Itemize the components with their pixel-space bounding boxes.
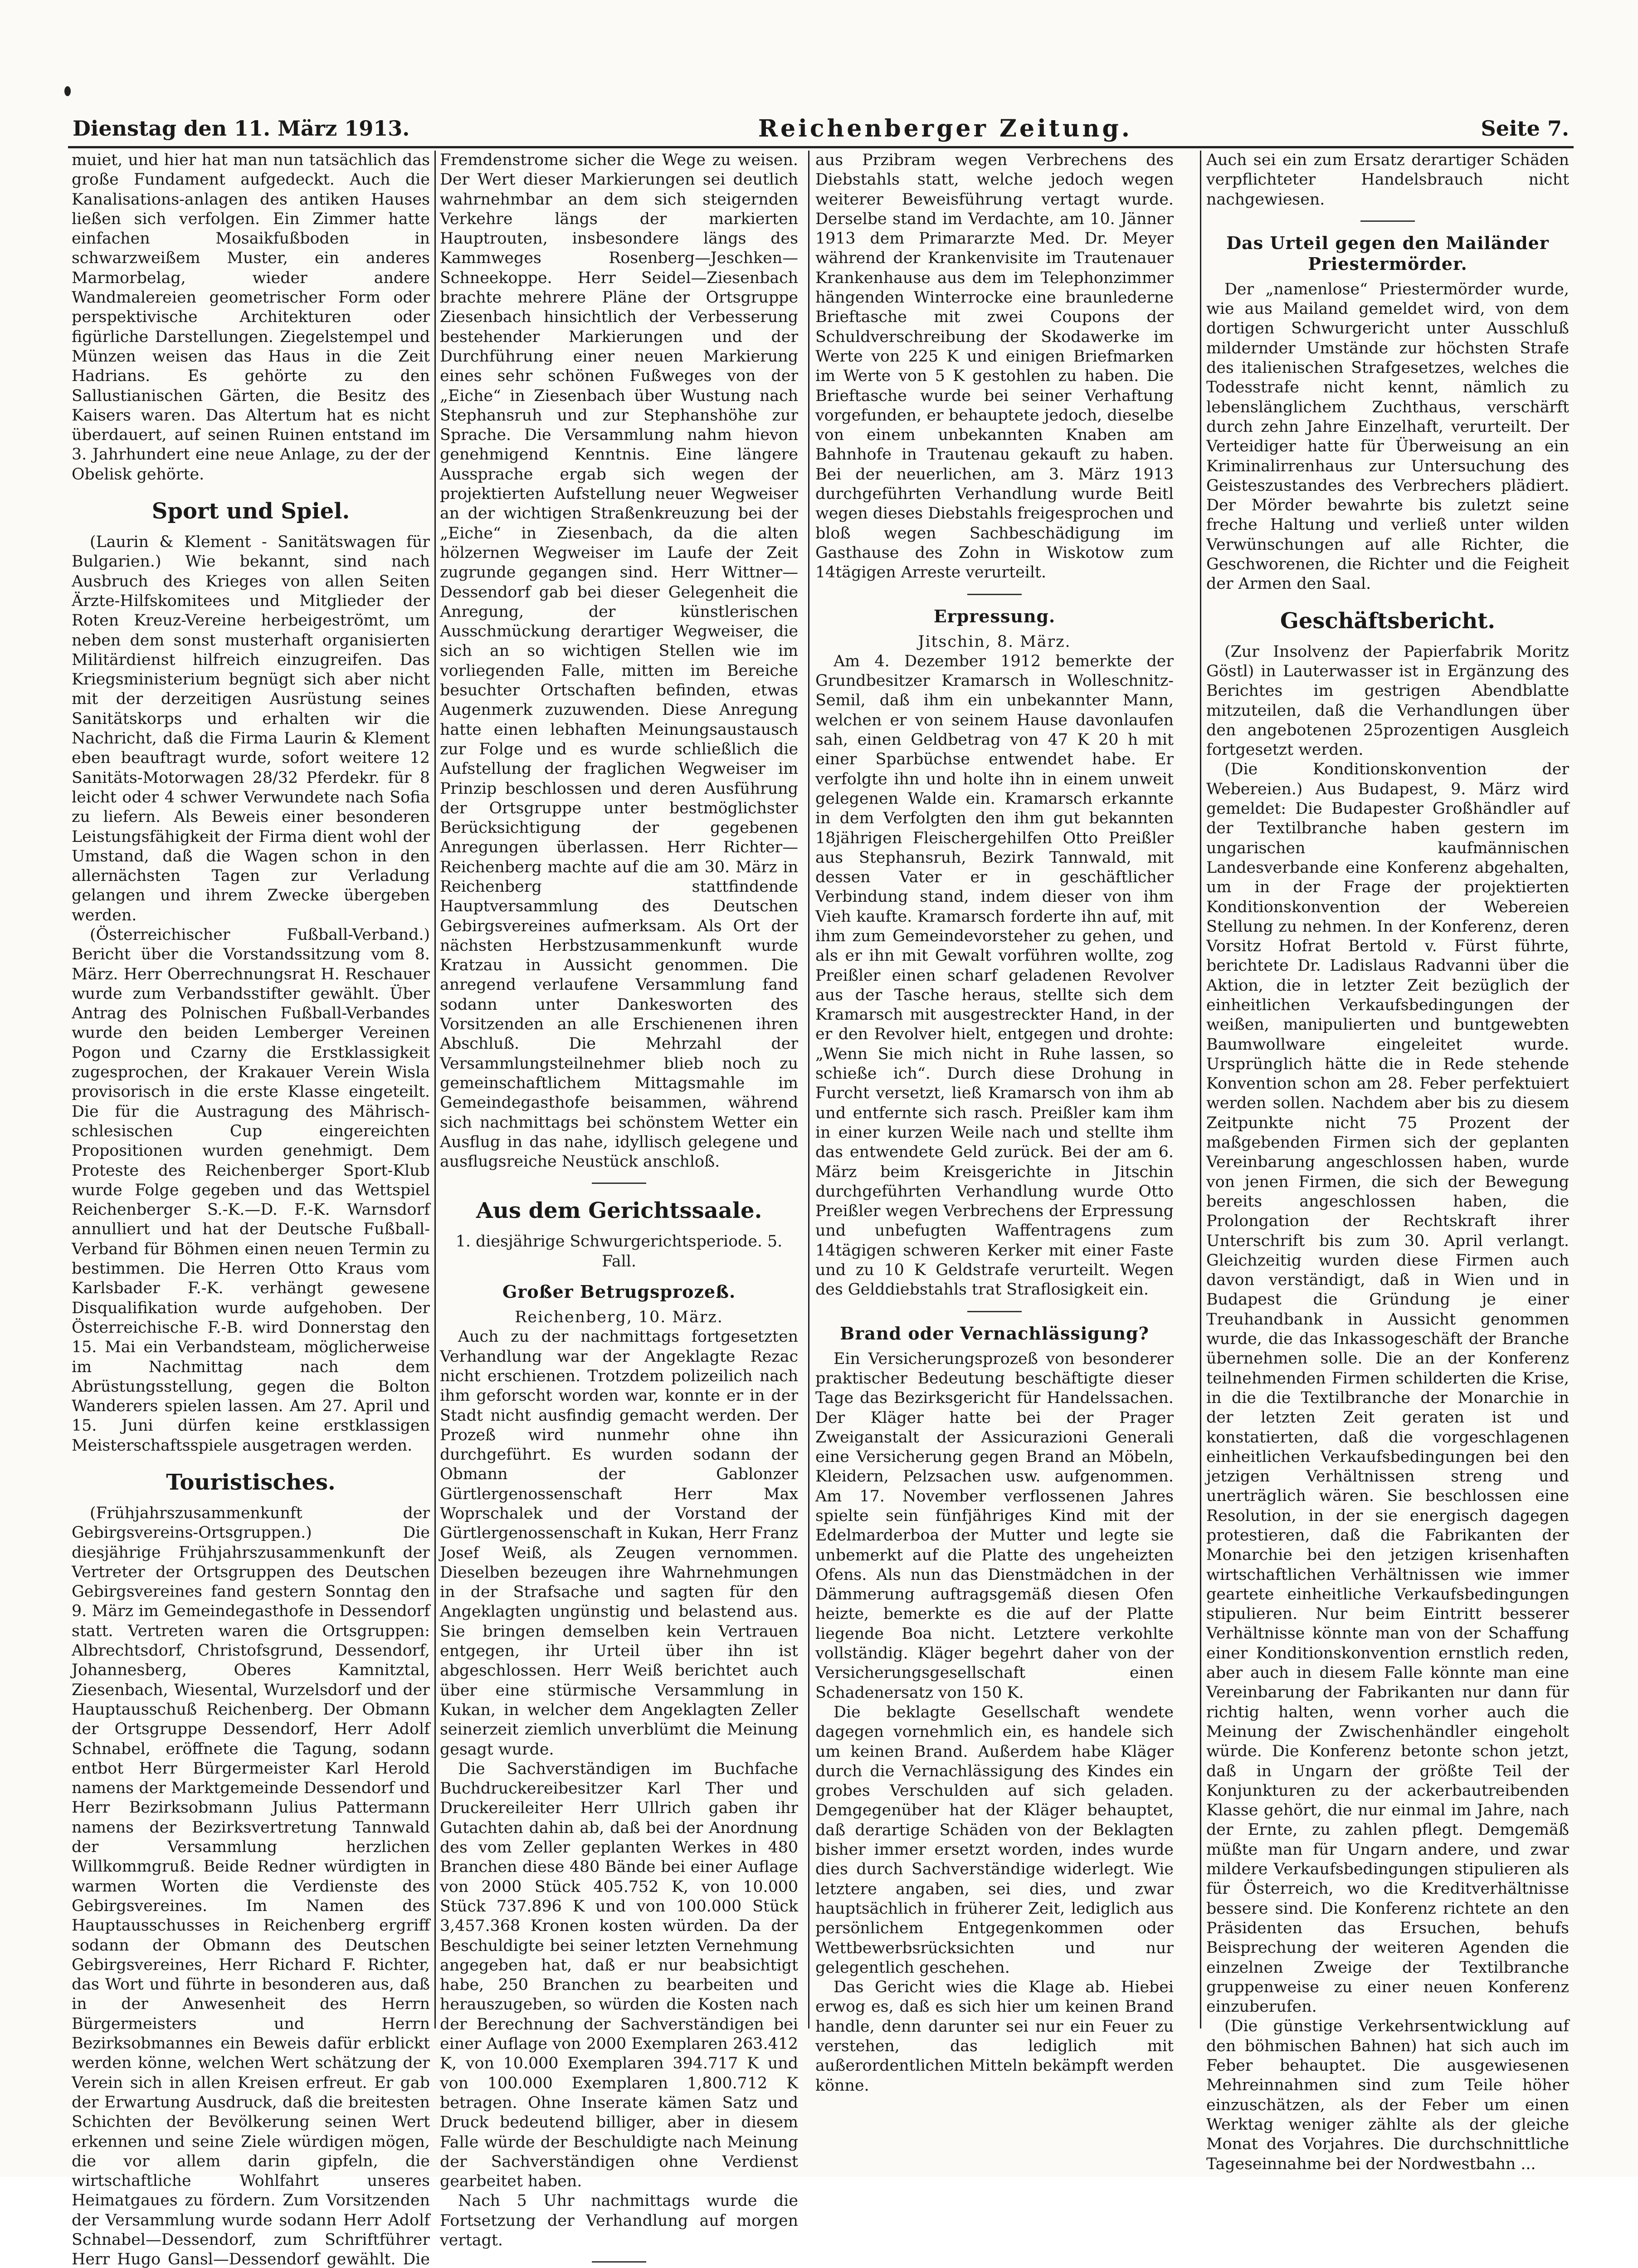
article-heading: Großer Betrugsprozeß. bbox=[502, 1281, 736, 1302]
article-text: Das Gericht wies die Klage ab. Hiebei erwog es, daß es sich hier um keinen Brand handle, denn darunter sei nur ein Feuer zu verstehen, das lediglich mit außerordentlichen Mitteln bekämpft werden könne. bbox=[815, 1978, 1174, 2095]
column-4 bbox=[1206, 151, 1569, 2174]
article-text: Am 4. Dezember 1912 bemerkte der Grundbesitzer Kramarsch in Wolleschnitz-Semil, daß ihm ein unbekannter Mann, welchen er von seinem Hause davonlaufen sah, einen Geldbetrag von 47 K 20 h mit einer Sparbüchse entwendet habe. Er verfolgte ihn und holte ihn in einem unweit gelegenen Walde ein. Kramarsch erkannte in dem Verfolgten den ihm gut bekannten 18jährigen Fleischergehilfen Otto Preißler aus Stephansruh, Bezirk Tannwald, mit dessen Vater er in geschäftlicher Verbindung stand, indem dieser von ihm Vieh kaufte. Kramarsch forderte ihn auf, mit ihm zum Gemeindevorsteher zu gehen, und als er ihn mit Gewalt vorführen wollte, zog Preißler einen scharf geladenen Revolver aus der Tasche heraus, stellte sich dem Kramarsch mit ausgestreckter Hand, in der er den Revolver hielt, entgegen und drohte: „Wenn Sie mich nicht in Ruhe lassen, so schieße ich“. Durch diese Drohung in Furcht versetzt, ließ Kramarsch von ihm ab und entfernte sich rasch. Preißler kam ihm in einer kurzen Weile nach und stellte ihm das entwendete Geld zurück. Bei der am 6. März beim Kreisgerichte in Jitschin durchgeführten Verhandlung wurde Otto Preißler wegen Verbrechens der Erpressung und unbefugten Waffentragens zum 14tägigen schweren Kerker mit einer Faste und zu 10 K Geldstrafe verurteilt. Wegen des Gelddiebstahls trat Straflosigkeit ein. bbox=[815, 652, 1174, 1299]
article-text: Die Sachverständigen im Buchfache Buchdruckereibesitzer Karl Ther und Druckereileiter Herr Ullrich gaben ihr Gutachten dahin ab, daß bei der Anordnung des vom Zeller geplanten Werkes in 480 Branchen diese 480 Bände bei einer Auflage von 2000 Stück 405.752 K, von 10.000 Stück 737.896 K und von 100.000 Stück 3,457.368 Kronen kosten würden. Da der Beschuldigte bei seiner letzten Vernehmung angegeben hat, daß er nur beabsichtigt habe, 250 Branchen zu bearbeiten und herauszugeben, so würden die Kosten nach der Berechnung der Sachverständigen bei einer Auflage von 2000 Exemplaren 263.412 K, von 10.000 Exemplaren 394.717 K und von 100.000 Exemplaren 1,800.712 K betragen. Ohne Inserate kämen Satz und Druck bedeutend billiger, aber in diesem Falle würde der Beschuldigte nach Meinung der Sachverständigen ohne Verdienst gearbeitet haben. bbox=[440, 1760, 798, 2191]
column-rule-2 bbox=[808, 151, 809, 2028]
section-heading-touristisches: Touristisches. bbox=[166, 1470, 336, 1495]
section-heading-sport: Sport und Spiel. bbox=[151, 499, 350, 524]
article-text: (Die Konditionskonvention der Webereien.) Aus Budapest, 9. März wird gemeldet: Die Budapester Großhändler auf der Textilbranche haben gestern im ungarischen kaufmännischen Landesverbande eine Konferenz abgehalten, um in der Frage der projektierten Konditionskonvention der Webereien Stellung zu nehmen. In der Konferenz, deren Vorsitz Hofrat Bertold v. Fürst führte, berichtete Dr. Ladislaus Radvanni über die Aktion, die in letzter Zeit bezüglich der einheitlichen Verkaufsbedingungen der weißen, manipulierten und buntgewebten Baumwollware eingeleitet wurde. Ursprünglich hätte die in Rede stehende Konvention schon am 28. Feber perfektuiert werden sollen. Nachdem aber bis zu diesem Zeitpunkte nicht 75 Prozent der maßgebenden Firmen sich der geplanten Vereinbarung angeschlossen haben, wurde von jenen Firmen, die sich der Bewegung bereits angeschlossen haben, die Prolongation der Rechtskraft ihrer Unterschrift bis zum 30. April verlangt. Gleichzeitig wurden diese Firmen auch davon verständigt, daß in Wien und in Budapest die Gründung je einer Treuhandbank in Aussicht genommen wurde, die das Inkassogeschäft der Branche übernehmen solle. Die an der Konferenz teilnehmenden Firmen schilderten die Krise, in die die Textilbranche der Monarchie in der letzten Zeit geraten ist und konstatierten, daß die vorgeschlagenen einheitlichen Verkaufsbedingungen bei den jetzigen Verhältnissen streng und unerträglich wären. Sie beschlossen eine Resolution, in der sie energisch dagegen protestieren, daß die Fabrikanten der Monarchie bei den jetzigen krisenhaften wirtschaftlichen Verhältnissen wie immer geartete einheitliche Verkaufsbedingungen stipulieren. Nur beim Eintritt besserer Verhältnisse könnte man von der Schaffung einer Konditionskonvention ernstlich reden, aber auch in diesem Falle könnte man eine Vereinbarung der Fabrikanten nur dann für richtig halten, wenn vorher auch die Meinung der Zwischenhändler eingeholt würde. Die Konferenz betonte schon jetzt, daß in Ungarn der größte Teil der Konjunkturen zu der ackerbautreibenden Klasse gehört, die nur einmal im Jahre, nach der Ernte, zu zahlen pflegt. Demgemäß müßte man für Ungarn andere, und zwar mildere Verkaufsbedingungen stipulieren als für Österreich, wo die Kreditverhältnisse bessere sind. Die Konferenz richtete an den Präsidenten das Ersuchen, behufs Beisprechung der weiteren Agenden die einzelnen Zweige der Textilbranche gruppenweise zu einer neuen Konferenz einzuberufen. bbox=[1206, 760, 1569, 2016]
article-text: Auch sei ein zum Ersatz derartiger Schäden verpflichteter Handelsbrauch nicht nachgewiesen. bbox=[1206, 151, 1569, 209]
article-text: Auch zu der nachmittags fortgesetzten Verhandlung war der Angeklagte Rezac nicht erschienen. Trotzdem polizeilich nach ihm geforscht worden war, konnte er in der Stadt nicht ausfindig gemacht werden. Der Prozeß wird nunmehr ohne ihn durchgeführt. Es wurden sodann der Obmann der Gablonzer Gürtlergenossenschaft Herr Max Woprschalek und der Vorstand der Gürtlergenossenschaft in Kukan, Herr Franz Josef Weiß, als Zeugen vernommen. Dieselben bezeugen ihre Wahrnehmungen in der Strafsache und sagten für den Angeklagten ungünstig und belastend aus. Sie bringen demselben kein Vertrauen entgegen, ihr Urteil über ihn ist abgeschlossen. Herr Weiß berichtet auch über eine stürmische Versammlung in Kukan, in welcher dem Angeklagten Zeller seinerzeit ziemlich unverblümt die Meinung gesagt wurde. bbox=[440, 1328, 798, 1759]
dateline: Jitschin, 8. März. bbox=[918, 632, 1071, 651]
article-text: Der „namenlose“ Priestermörder wurde, wie aus Mailand gemeldet wird, von dem dortigen Schwurgericht unter Ausschluß mildernder Umstände zur höchsten Strafe des italienischen Strafgesetzes, welches die Todesstrafe nicht kennt, nämlich zu lebenslänglichem Zuchthaus, verschärft durch zehn Jahre Einzelhaft, verurteilt. Der Verteidiger hatte für Überweisung an ein Kriminalirrenhaus zur Untersuchung des Geisteszustandes des Verbrechers plädiert. Der Mörder bewahrte bis zuletzt seine freche Haltung und verließ unter wilden Verwünschungen auf alle Richter, die Geschworenen, die Richter und die Feigheit der Armen den Saal. bbox=[1206, 280, 1569, 593]
dateline: Reichenberg, 10. März. bbox=[515, 1308, 723, 1327]
header-date: Dienstag den 11. März 1913. bbox=[73, 116, 410, 141]
article-text: muiet, und hier hat man nun tatsächlich das große Fundament aufgedeckt. Auch die Kanalisations-anlagen des antiken Hauses ließen sich verfolgen. Ein Zimmer hatte einfachen Mosaikfußboden in schwarzweißem Muster, ein anderes Marmorbelag, wieder andere Wandmalereien geometrischer Form oder perspektivische Architekturen oder figürliche Darstellungen. Ziegelstempel und Münzen weisen das Haus in die Zeit Hadrians. Es gehörte zu den Sallustianischen Gärten, die Besitz des Kaisers waren. Das Altertum hat es nicht überdauert, auf seinen Ruinen entstand im 3. Jahrhundert eine neue Anlage, zu der der Obelisk gehörte. bbox=[72, 151, 430, 484]
column-rule-1 bbox=[434, 151, 436, 2028]
newspaper-title: Reichenberger Zeitung. bbox=[758, 114, 1132, 142]
article-text: Nach 5 Uhr nachmittags wurde die Fortsetzung der Verhandlung auf morgen vertagt. bbox=[440, 2192, 798, 2249]
header-rule bbox=[68, 146, 1574, 148]
column-2 bbox=[440, 151, 798, 2268]
article-text: (Laurin & Klement - Sanitätswagen für Bulgarien.) Wie bekannt, sind nach Ausbruch des Krieges von allen Seiten Ärzte-Hilfskomitees und Mitglieder der Roten Kreuz-Vereine herbeigeströmt, um neben dem sonst musterhaft organisierten Militärdienst hilfreich einzugreifen. Das Kriegsministerium begnügt sich aber nicht mit der derzeitigen Ausrüstung seines Sanitätskorps und erhalten wir die Nachricht, daß die Firma Laurin & Klement eben beauftragt wurde, sofort weitere 12 Sanitäts-Motorwagen 28/32 Pferdekr. für 8 leicht oder 4 schwer Verwundete nach Sofia zu liefern. Als Beweis einer besonderen Leistungsfähigkeit der Firma dient wohl der Umstand, daß die Wagen schon in den allernächsten Tagen zur Verladung gelangen und ihrem Zwecke übergeben werden. bbox=[72, 533, 430, 924]
separator bbox=[592, 2261, 646, 2263]
article-heading: Erpressung. bbox=[933, 606, 1056, 626]
page-number: Seite 7. bbox=[1481, 116, 1569, 141]
article-text: aus Przibram wegen Verbrechens des Diebstahls statt, welche jedoch wegen weiterer Beweisführung vertagt wurde. Derselbe stand im Verdachte, am 10. Jänner 1913 dem Primararzte Med. Dr. Meyer während der Krankenvisite im Trautenauer Krankenhause aus dem im Telephonzimmer hängenden Winterrocke eine braunlederne Brieftasche mit zwei Coupons der Schuldverschreibung der Skodawerke im Werte von 225 K und einigen Briefmarken im Werte von 5 K gestohlen zu haben. Die Brieftasche wurde bei seiner Verhaftung vorgefunden, er behauptete jedoch, dieselbe von einem unbekannten Knaben am Bahnhofe in Trautenau gekauft zu haben. Bei der neuerlichen, am 3. März 1913 durchgeführten Verhandlung wurde Beitl wegen dieses Diebstahls freigesprochen und bloß wegen Sachbeschädigung im Gasthause des Zohn in Wiskotow zum 14tägigen Arreste verurteilt. bbox=[815, 151, 1174, 582]
section-heading-geschaeftsbericht: Geschäftsbericht. bbox=[1280, 608, 1496, 634]
separator bbox=[967, 594, 1022, 595]
article-heading: Brand oder Vernachlässigung? bbox=[840, 1323, 1149, 1344]
article-text: (Österreichischer Fußball-Verband.) Bericht über die Vorstandssitzung vom 8. März. Herr Oberrechnungsrat H. Reschauer wurde zum Verbandsstifter gewählt. Über Antrag des Polnischen Fußball-Verbandes wurde den beiden Lemberger Vereinen Pogon und Czarny die Erstklassigkeit zugesprochen, der Krakauer Verein Wisla provisorisch in die erste Klasse eingeteilt. Die für die Austragung des Mährisch-schlesischen Cup eingereichten Propositionen wurden genehmigt. Dem Proteste des Reichenberger Sport-Klub wurde Folge gegeben und das Wettspiel Reichenberger S.-K.—D. F.-K. Warnsdorf annulliert und hat der Deutsche Fußball-Verband für Böhmen einen neuen Termin zu bestimmen. Die Herren Otto Kraus vom Karlsbader F.-K. verhängt gewesene Disqualifikation wurde aufgehoben. Der Österreichische F.-B. wird Donnerstag den 15. Mai ein Verbandsteam, möglicherweise im Nachmittag nach dem Abrüstungsstellung, gegen die Bolton Wanderers spielen lassen. Am 27. April und 15. Juni dürfen keine erstklassigen Meisterschaftsspiele ausgetragen werden. bbox=[72, 925, 430, 1455]
article-text: (Zur Insolvenz der Papierfabrik Moritz Göstl) in Lauterwasser ist in Ergänzung des Berichtes im gestrigen Abendblatte mitzuteilen, daß die Verhandlungen über den angebotenen 25prozentigen Ausgleich fortgesetzt werden. bbox=[1206, 642, 1569, 759]
column-3 bbox=[815, 151, 1174, 2096]
separator bbox=[1360, 220, 1415, 222]
page-header bbox=[73, 112, 1569, 144]
column-rule-3 bbox=[1200, 151, 1201, 2028]
article-text: Ein Versicherungsprozeß von besonderer praktischer Bedeutung beschäftigte dieser Tage das Bezirksgericht für Handelssachen. Der Kläger hatte bei der Prager Zweiganstalt der Assicurazioni Generali eine Versicherung gegen Brand an Möbeln, Kleidern, Pelzsachen usw. aufgenommen. Am 17. November verflossenen Jahres spielte sein fünfjähriges Kind mit der Edelmarderboa der Mutter und legte sie unbemerkt auf die Platte des ungeheizten Ofens. Als nun das Dienstmädchen in der Dämmerung auftragsgemäß diesen Ofen heizte, bemerkte es die auf der Platte liegende Boa nicht. Letztere verkohlte vollständig. Kläger begehrt daher von der Versicherungsgesellschaft einen Schadenersatz von 150 K. bbox=[815, 1349, 1174, 1702]
subheading: 1. diesjährige Schwurgerichtsperiode. 5. Fall. bbox=[455, 1232, 783, 1271]
article-text: (Die günstige Verkehrsentwicklung auf den böhmischen Bahnen) hat sich auch im Feber behauptet. Die ausgewiesenen Mehreinnahmen sind zum Teile höher einzuschätzen, als der Feber um einen Werktag weniger zählte als der gleiche Monat des Vorjahres. Die durchschnittliche Tageseinnahme bei der Nordwestbahn ... bbox=[1206, 2017, 1569, 2173]
article-heading: Das Urteil gegen den Mailänder Priestermörder. bbox=[1226, 232, 1549, 274]
article-text: Fremdenstrome sicher die Wege zu weisen. Der Wert dieser Markierungen sei deutlich wahrnehmbar an dem sich steigernden Verkehre längs der markierten Hauptrouten, insbesondere längs des Kammweges Rosenberg—Jeschken—Schneekoppe. Herr Seidel—Ziesenbach brachte mehrere Pläne der Ortsgruppe Ziesenbach hinsichtlich der Verbesserung bestehender Markierungen und der Durchführung einer neuen Markierung eines sehr schönen Fußweges von der „Eiche“ in Ziesenbach über Wustung nach Stephansruh und zur Stephanshöhe zur Sprache. Die Versammlung nahm hievon genehmigend Kenntnis. Eine längere Aussprache ergab sich wegen der projektierten Aufstellung neuer Wegweiser an der wichtigen Straßenkreuzung bei der „Eiche“ in Ziesenbach, da die alten hölzernen Wegweiser im Laufe der Zeit zugrunde gegangen sind. Herr Wittner—Dessendorf gab bei dieser Gelegenheit die Anregung, der künstlerischen Ausschmückung derartiger Wegweiser, die sich an so wichtigen Stellen wie im vorliegenden Falle, mitten im Bereiche besuchter Ortschaften befinden, etwas Augenmerk zuzuwenden. Diese Anregung hatte einen lebhaften Meinungsaustausch zur Folge und es wurde schließlich die Aufstellung der fraglichen Wegweiser im Prinzip beschlossen und deren Ausführung der Ortsgruppe unter bestmöglichster Berücksichtigung der gegebenen Anregungen überlassen. Herr Richter—Reichenberg machte auf die am 30. März in Reichenberg stattfindende Hauptversammlung des Deutschen Gebirgsvereines aufmerksam. Als Ort der nächsten Herbstzusammenkunft wurde Kratzau in Aussicht genommen. Die anregend verlaufene Versammlung fand sodann unter Dankesworten des Vorsitzenden an alle Erschienenen ihren Abschluß. Die Mehrzahl der Versammlungsteilnehmer blieb noch zu gemeinschaftlichem Mittagsmahle im Gemeindegasthofe beisammen, während sich nachmittags bei schönstem Wetter ein Ausflug in das nahe, idyllisch gelegene und ausflugsreiche Neustück anschloß. bbox=[440, 151, 798, 1171]
article-text: (Frühjahrszusammenkunft der Gebirgsvereins-Ortsgruppen.) Die diesjährige Frühjahrszusammenkunft der Vertreter der Ortsgruppen des Deutschen Gebirgsvereines fand gestern Sonntag den 9. März im Gemeindegasthofe in Dessendorf statt. Vertreten waren die Ortsgruppen: Albrechtsdorf, Christofsgrund, Dessendorf, Johannesberg, Oberes Kamnitztal, Ziesenbach, Wiesental, Wurzelsdorf und der Hauptausschuß Reichenberg. Der Obmann der Ortsgruppe Dessendorf, Herr Adolf Schnabel, eröffnete die Tagung, sodann entbot Herr Bürgermeister Karl Herold namens der Marktgemeinde Dessendorf und Herr Bezirksobmann Julius Pattermann namens der Bezirksvertretung Tannwald der Versammlung herzlichen Willkommgruß. Beide Redner würdigten in warmen Worten die Verdienste des Gebirgsvereines. Im Namen des Hauptausschusses in Reichenberg ergriff sodann der Obmann des Deutschen Gebirgsvereines, Herr Richard F. Richter, das Wort und führte in besonderen aus, daß in der Anwesenheit des Herrn Bürgermeisters und Herrn Bezirksobmannes ein Beweis dafür erblickt werden könne, welchen Wert schätzung der Verein sich in allen Kreisen erfreut. Er gab der Erwartung Ausdruck, daß die breitesten Schichten der Bevölkerung seinen Wert erkennen und seine Ziele würdigen mögen, die vor allem darin gipfeln, die wirtschaftliche Wohlfahrt unseres Heimatgaues zu fördern. Zum Vorsitzenden der Versammlung wurde sodann Herr Adolf Schnabel—Dessendorf, zum Schriftführer Herr Hugo Gansl—Dessendorf gewählt. Die bbox=[72, 1504, 430, 2268]
separator bbox=[592, 1183, 646, 1184]
article-text: Die beklagte Gesellschaft wendete dagegen vornehmlich ein, es handele sich um keinen Brand. Außerdem habe Kläger durch die Vernachlässigung des Kindes ein grobes Verschulden auf sich geladen. Demgegenüber hat der Kläger behauptet, daß derartige Schäden von der Beklagten bisher immer ersetzt worden, indes wurde dies durch Sachverständige widerlegt. Wie letztere angaben, sei dies, und zwar hauptsächlich in früherer Zeit, lediglich aus persönlichem Entgegenkommen oder Wettbewerbsrücksichten und nur gelegentlich geschehen. bbox=[815, 1703, 1174, 1977]
section-heading-gerichtssaal: Aus dem Gerichtssaale. bbox=[476, 1198, 762, 1224]
separator bbox=[967, 1311, 1022, 1312]
column-1 bbox=[72, 151, 430, 2268]
ink-dot bbox=[64, 86, 71, 96]
